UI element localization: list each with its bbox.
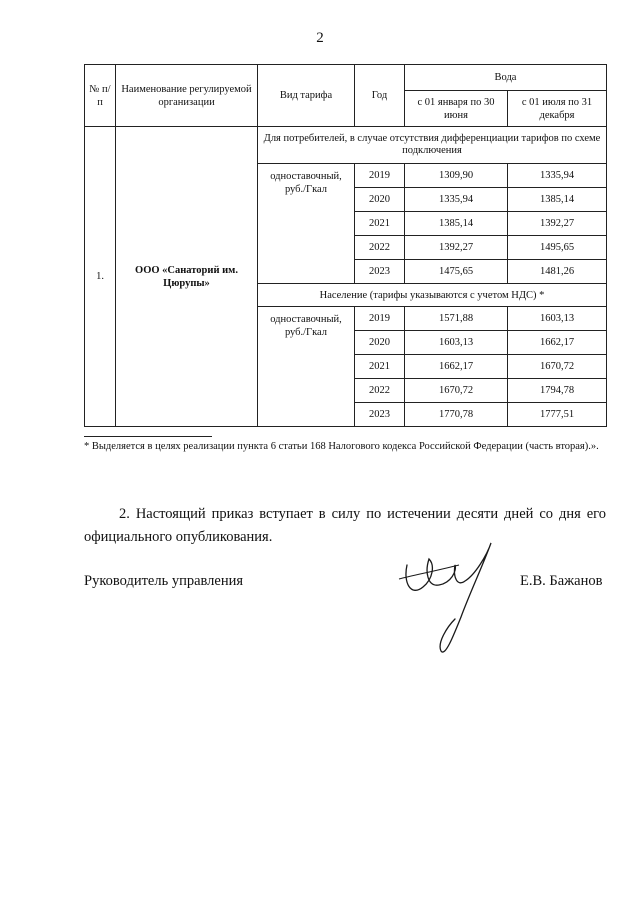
value-period2: 1495,65 (508, 236, 607, 260)
header-org: Наименование регулируемой организации (116, 65, 258, 127)
year-cell: 2022 (355, 379, 405, 403)
value-period1: 1603,13 (405, 331, 508, 355)
header-tariff-type: Вид тарифа (258, 65, 355, 127)
value-period1: 1571,88 (405, 307, 508, 331)
organization-name: ООО «Санаторий им. Цюрупы» (116, 127, 258, 427)
year-cell: 2023 (355, 260, 405, 284)
header-num: № п/п (85, 65, 116, 127)
year-cell: 2020 (355, 331, 405, 355)
value-period2: 1777,51 (508, 403, 607, 427)
value-period2: 1481,26 (508, 260, 607, 284)
value-period1: 1392,27 (405, 236, 508, 260)
value-period2: 1603,13 (508, 307, 607, 331)
year-cell: 2022 (355, 236, 405, 260)
value-period1: 1662,17 (405, 355, 508, 379)
year-cell: 2021 (355, 212, 405, 236)
signatory-role: Руководитель управления (84, 573, 244, 589)
value-period1: 1475,65 (405, 260, 508, 284)
order-paragraph: 2. Настоящий приказ вступает в силу по истечении десяти дней со дня его официального опубликования. (84, 506, 606, 545)
year-cell: 2021 (355, 355, 405, 379)
row-number: 1. (85, 127, 116, 427)
tariff-table-body (85, 127, 607, 427)
year-cell: 2020 (355, 188, 405, 212)
header-period2: с 01 июля по 31 декабря (508, 91, 607, 127)
value-period1: 1670,72 (405, 379, 508, 403)
year-cell: 2023 (355, 403, 405, 427)
value-period1: 1770,78 (405, 403, 508, 427)
value-period2: 1794,78 (508, 379, 607, 403)
header-year: Год (355, 65, 405, 127)
value-period2: 1392,27 (508, 212, 607, 236)
value-period2: 1670,72 (508, 355, 607, 379)
value-period2: 1662,17 (508, 331, 607, 355)
header-period1: с 01 января по 30 июня (405, 91, 508, 127)
header-water: Вода (405, 65, 607, 91)
signatory-name: Е.В. Бажанов (520, 573, 603, 589)
value-period1: 1309,90 (405, 164, 508, 188)
value-period1: 1335,94 (405, 188, 508, 212)
year-cell: 2019 (355, 307, 405, 331)
footnote-divider (84, 436, 212, 437)
footnote: * Выделяется в целях реализации пункта 6 статьи 168 Налогового кодекса Российской Федерации (часть вторая).». (84, 441, 599, 452)
page-number: 2 (316, 30, 324, 46)
value-period2: 1335,94 (508, 164, 607, 188)
value-period1: 1385,14 (405, 212, 508, 236)
consumer-group-title: Население (тарифы указываются с учетом НДС) * (258, 284, 607, 307)
consumer-group-title: Для потребителей, в случае отсутствия дифференциации тарифов по схеме подключения (258, 127, 607, 164)
year-cell: 2019 (355, 164, 405, 188)
value-period2: 1385,14 (508, 188, 607, 212)
tariff-table (84, 64, 607, 427)
handwritten-signature (395, 535, 505, 665)
tariff-type: одноставочный, руб./Гкал (258, 307, 355, 427)
tariff-type: одноставочный, руб./Гкал (258, 164, 355, 284)
